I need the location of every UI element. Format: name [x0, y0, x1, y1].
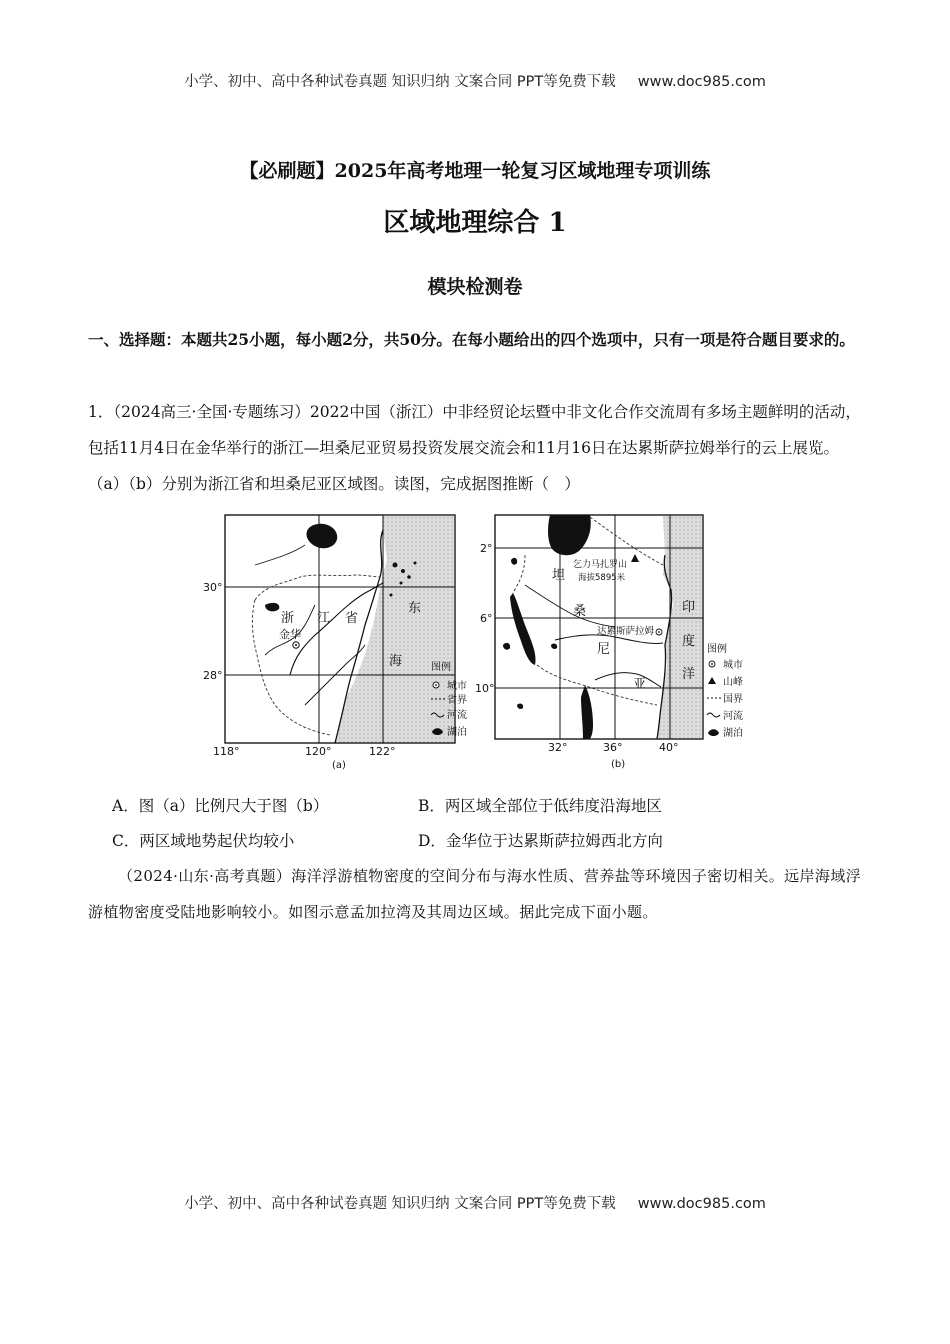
map-b-country-char-2: 桑 — [573, 604, 587, 619]
title-series: 【必刷题】2025年高考地理一轮复习区域地理专项训练 — [239, 160, 711, 182]
map-a-province-char-3: 省 — [345, 611, 359, 626]
map-b-caption: (b) — [611, 759, 626, 770]
question-1-stem: 1．（2024高三·全国·专题练习）2022中国（浙江）中非经贸论坛暨中非文化合作交流周有多场主题鲜明的活动，包括11月4日在金华举行的浙江—坦桑尼亚贸易投资发展交流会和11月16日在达累斯萨拉姆举行的云上展览。（a）（b）分别为浙江省和坦桑尼亚区域图。读图，完成据图推断（ ） — [88, 403, 861, 493]
map-a-province-char-2: 江 — [317, 611, 331, 626]
map-b-lon-40: 40° — [659, 741, 679, 754]
map-b-legend-item-3: 国界 — [723, 694, 743, 705]
map-b-legend-item-2: 山峰 — [723, 677, 743, 688]
map-a — [203, 515, 467, 770]
map-b-legend-title: 图例 — [707, 644, 727, 655]
map-a-lat-28: 28° — [203, 669, 223, 682]
map-b-city-label: 达累斯萨拉姆 — [597, 626, 655, 637]
map-b-mountain-height: 海拔5895米 — [578, 573, 626, 583]
river-icon — [707, 713, 720, 717]
page-header — [0, 70, 950, 91]
title-main: 区域地理综合 1 — [383, 208, 567, 238]
map-a-lon-120: 120° — [305, 745, 332, 758]
footer-site[interactable]: www.doc985.com — [637, 1196, 766, 1212]
title-sub: 模块检测卷 — [427, 276, 523, 298]
map-b-legend — [707, 642, 743, 739]
page-footer — [0, 1192, 950, 1213]
map-b-legend-item-1: 城市 — [723, 660, 743, 671]
map-a-legend-item-4: 湖泊 — [447, 727, 467, 738]
map-a-lon-118: 118° — [213, 745, 240, 758]
map-b-country-char-3: 尼 — [597, 642, 611, 657]
map-a-sea-char-2: 海 — [389, 654, 403, 669]
lake-icon — [708, 729, 719, 736]
map-b-lat-10: 10° — [475, 682, 495, 695]
map-a-lon-122: 122° — [369, 745, 396, 758]
map-b-country-char-1: 坦 — [552, 568, 566, 583]
map-b-lat-2: 2° — [480, 542, 493, 555]
option-a[interactable]: A．图（a）比例尺大于图（b） — [112, 797, 329, 815]
header-site[interactable]: www.doc985.com — [637, 74, 766, 90]
option-b[interactable]: B．两区域全部位于低纬度沿海地区 — [418, 797, 662, 815]
map-a-legend-item-1: 城市 — [447, 681, 467, 692]
header-text: 小学、初中、高中各种试卷真题 知识归纳 文案合同 PPT等免费下载 — [184, 74, 616, 90]
map-a-lat-30: 30° — [203, 581, 223, 594]
map-a-province-char-1: 浙 — [281, 611, 295, 626]
map-b — [475, 515, 743, 770]
map-b-ocean-char-2: 度 — [682, 634, 696, 649]
map-b-legend-item-4: 河流 — [723, 711, 743, 722]
section-heading: 一、选择题：本题共25小题，每小题2分，共50分。在每小题给出的四个选项中，只有一项是符合题目要求的。 — [88, 330, 855, 349]
map-b-ocean-char-1: 印 — [682, 600, 696, 615]
map-b-lon-32: 32° — [548, 741, 568, 754]
option-c[interactable]: C．两区域地势起伏均较小 — [112, 832, 295, 850]
map-b-lon-36: 36° — [603, 741, 623, 754]
map-a-caption: (a) — [332, 760, 346, 770]
map-a-legend-item-3: 河流 — [447, 710, 467, 721]
question-2-intro: （2024·山东·高考真题）海洋浮游植物密度的空间分布与海水性质、营养盐等环境因子密切相关。远岸海域浮游植物密度受陆地影响较小。如图示意孟加拉湾及其周边区域。据此完成下面小题。 — [88, 867, 862, 921]
map-a-legend-item-2: 省界 — [447, 695, 467, 706]
map-b-mountain-name: 乞力马扎罗山 — [573, 560, 628, 570]
map-a-legend-title: 图例 — [431, 662, 451, 673]
map-a-sea-char-1: 东 — [408, 601, 422, 616]
option-d[interactable]: D．金华位于达累斯萨拉姆西北方向 — [418, 832, 663, 850]
question-1-maps — [195, 505, 755, 770]
map-b-legend-item-5: 湖泊 — [723, 728, 743, 739]
map-a-city-label: 金华 — [279, 628, 301, 641]
mountain-icon — [708, 677, 716, 684]
map-b-lat-6: 6° — [480, 612, 493, 625]
map-b-country-char-4: 亚 — [633, 677, 647, 692]
footer-text: 小学、初中、高中各种试卷真题 知识归纳 文案合同 PPT等免费下载 — [184, 1196, 616, 1212]
map-b-ocean-char-3: 洋 — [682, 667, 696, 682]
